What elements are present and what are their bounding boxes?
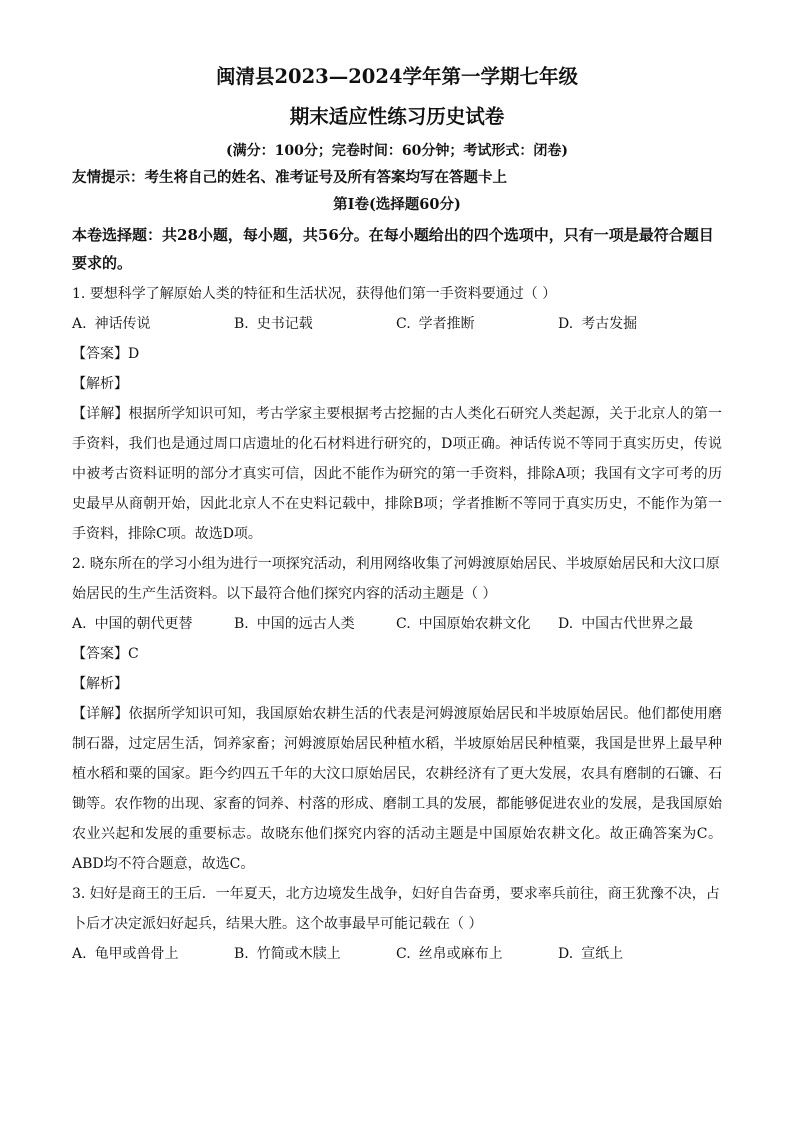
option-text: 宣纸上	[581, 946, 624, 962]
option-text: 龟甲或兽骨上	[94, 946, 179, 962]
option-text: 丝帛或麻布上	[418, 946, 503, 962]
question-stem: 1. 要想科学了解原始人类的特征和生活状况，获得他们第一手资料要通过（ ）	[72, 286, 557, 302]
question-3	[72, 879, 722, 969]
answer-line	[72, 339, 722, 369]
option-b[interactable]	[234, 309, 396, 339]
option-text: 竹简或木牍上	[256, 946, 341, 962]
option-c[interactable]	[396, 309, 558, 339]
option-letter: A.	[72, 946, 87, 962]
option-a[interactable]	[72, 609, 234, 639]
options-row	[72, 309, 722, 339]
section-heading: 第Ⅰ卷(选择题60分)	[333, 196, 461, 213]
option-text: 中国的远古人类	[256, 616, 355, 632]
detail-label: 【详解】	[72, 406, 129, 422]
answer-label: 【答案】	[72, 346, 128, 362]
answer-label: 【答案】	[72, 646, 128, 662]
question-2	[72, 549, 722, 879]
option-d[interactable]	[558, 309, 720, 339]
option-c[interactable]	[396, 939, 558, 969]
option-a[interactable]	[72, 309, 234, 339]
option-letter: C.	[396, 946, 411, 962]
option-b[interactable]	[234, 609, 396, 639]
question-1	[72, 279, 722, 549]
option-c[interactable]	[396, 609, 558, 639]
options-row	[72, 609, 722, 639]
answer-value: D	[128, 346, 140, 362]
option-letter: B.	[234, 316, 249, 332]
option-a[interactable]	[72, 939, 234, 969]
exam-info: (满分：100分；完卷时间：60分钟；考试形式：闭卷)	[226, 143, 568, 159]
option-letter: A.	[72, 316, 87, 332]
detail-text: 根据所学知识可知，考古学家主要根据考古挖掘的古人类化石研究人类起源，关于北京人的第一手资料，我们也是通过周口店遗址的化石材料进行研究的，D项正确。神话传说不等同于真实历史，传说中被考古资料证明的部分才真实可信，因此不能作为研究的第一手资料，排除A项；我国有文字可考的历史最早从商朝开始，因此北京人不在史料记载中，排除B项；学者推断不等同于真实历史，不能作为第一手资料，排除C项。故选D项。	[72, 406, 723, 542]
options-row	[72, 939, 722, 969]
option-text: 史书记载	[256, 316, 313, 332]
option-letter: D.	[558, 616, 574, 632]
option-text: 中国原始农耕文化	[418, 616, 531, 632]
option-letter: C.	[396, 316, 411, 332]
question-stem: 2. 晓东所在的学习小组为进行一项探究活动，利用网络收集了河姆渡原始居民、半坡原始居民和大汶口原始居民的生产生活资料。以下最符合他们探究内容的活动主题是（ ）	[72, 556, 720, 602]
option-text: 神话传说	[94, 316, 151, 332]
analysis-label: 【解析】	[72, 376, 128, 392]
exam-title-line1: 闽清县2023—2024学年第一学期七年级	[215, 65, 579, 88]
answer-value: C	[128, 646, 139, 662]
option-text: 学者推断	[418, 316, 475, 332]
option-b[interactable]	[234, 939, 396, 969]
section-instruction: 本卷选择题：共28小题，每小题，共56分。在每小题给出的四个选项中，只有一项是最符合题目要求的。	[72, 226, 714, 272]
option-letter: D.	[558, 946, 574, 962]
option-letter: B.	[234, 946, 249, 962]
answer-line	[72, 639, 722, 669]
option-letter: C.	[396, 616, 411, 632]
detail-paragraph	[72, 699, 722, 879]
detail-text: 依据所学知识可知，我国原始农耕生活的代表是河姆渡原始居民和半坡原始居民。他们都使用磨制石器，过定居生活，饲养家畜；河姆渡原始居民种植水稻，半坡原始居民种植粟，我国是世界上最早种植水稻和粟的国家。距今约四五千年的大汶口原始居民，农耕经济有了更大发展，农具有磨制的石镰、石锄等。农作物的出现、家畜的饲养、村落的形成、磨制工具的发展，都能够促进农业的发展，是我国原始农业兴起和发展的重要标志。故晓东他们探究内容的活动主题是中国原始农耕文化。故正确答案为C。ABD均不符合题意，故选C。	[72, 706, 723, 872]
option-text: 考古发掘	[581, 316, 638, 332]
exam-title-line2: 期末适应性练习历史试卷	[289, 105, 505, 128]
friendly-tip: 友情提示：考生将自己的姓名、准考证号及所有答案均写在答题卡上	[72, 169, 507, 186]
detail-label: 【详解】	[72, 706, 129, 722]
option-letter: A.	[72, 616, 87, 632]
option-d[interactable]	[558, 609, 720, 639]
option-letter: B.	[234, 616, 249, 632]
option-letter: D.	[558, 316, 574, 332]
option-text: 中国古代世界之最	[581, 616, 694, 632]
analysis-label: 【解析】	[72, 676, 128, 692]
question-stem: 3. 妇好是商王的王后．一年夏天，北方边境发生战争，妇好自告奋勇，要求率兵前往，商王犹豫不决，占卜后才决定派妇好起兵，结果大胜。这个故事最早可能记载在（ ）	[72, 886, 720, 932]
exam-page	[72, 66, 722, 969]
detail-paragraph	[72, 399, 722, 549]
option-d[interactable]	[558, 939, 720, 969]
option-text: 中国的朝代更替	[94, 616, 193, 632]
